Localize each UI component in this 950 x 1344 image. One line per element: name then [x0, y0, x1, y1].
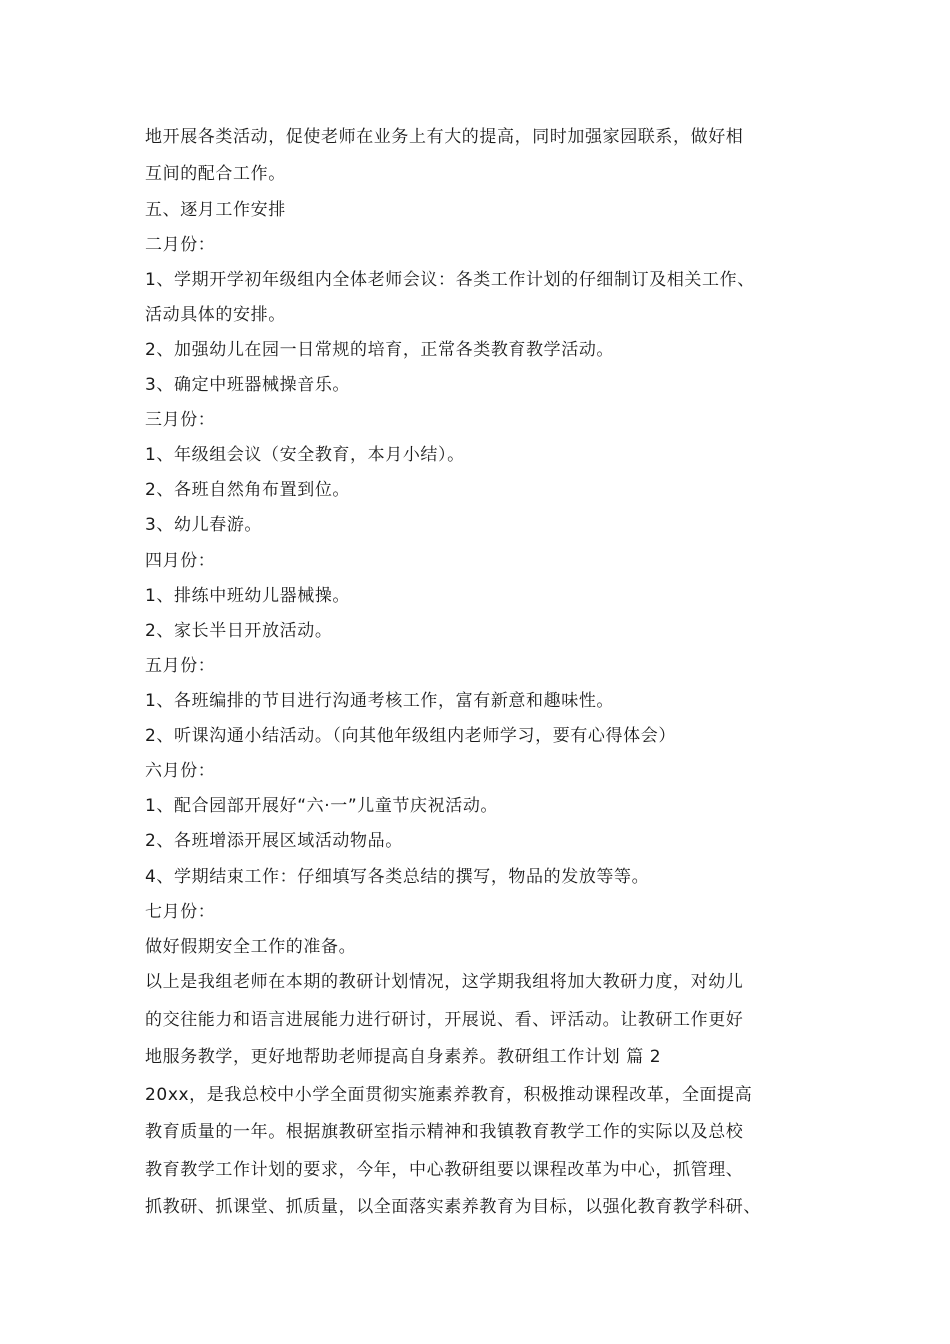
list-item: 3、幼儿春游。: [145, 515, 263, 535]
text-line: 抓教研、抓课堂、抓质量，以全面落实素养教育为目标，以强化教育教学科研、: [145, 1197, 761, 1217]
month-heading: 六月份：: [145, 761, 216, 781]
list-item: 3、确定中班器械操音乐。: [145, 375, 351, 395]
list-item: 1、排练中班幼儿器械操。: [145, 586, 351, 606]
list-item: 1、各班编排的节目进行沟通考核工作，富有新意和趣味性。: [145, 691, 615, 711]
month-heading: 二月份：: [145, 235, 216, 255]
text-line: 地开展各类活动，促使老师在业务上有大的提高，同时加强家园联系，做好相: [145, 127, 744, 147]
section-heading: 五、逐月工作安排: [145, 200, 286, 220]
text-line: 活动具体的安排。: [145, 305, 286, 325]
text-line: 的交往能力和语言进展能力进行研讨，开展说、看、评活动。让教研工作更好: [145, 1010, 744, 1030]
text-line: 20xx，是我总校中小学全面贯彻实施素养教育，积极推动课程改革，全面提高: [145, 1085, 753, 1105]
month-heading: 四月份：: [145, 551, 216, 571]
text-line: 互间的配合工作。: [145, 164, 286, 184]
list-item: 4、学期结束工作：仔细填写各类总结的撰写，物品的发放等等。: [145, 867, 650, 887]
list-item: 2、各班自然角布置到位。: [145, 480, 351, 500]
month-heading: 七月份：: [145, 902, 216, 922]
text-line: 地服务教学，更好地帮助老师提高自身素养。教研组工作计划 篇 2: [145, 1047, 662, 1067]
list-item: 2、听课沟通小结活动。（向其他年级组内老师学习，要有心得体会）: [145, 726, 676, 746]
list-item: 2、加强幼儿在园一日常规的培育，正常各类教育教学活动。: [145, 340, 615, 360]
month-heading: 三月份：: [145, 410, 216, 430]
text-line: 做好假期安全工作的准备。: [145, 937, 357, 957]
list-item: 2、家长半日开放活动。: [145, 621, 333, 641]
list-item: 1、学期开学初年级组内全体老师会议：各类工作计划的仔细制订及相关工作、: [145, 270, 755, 290]
list-item: 1、配合园部开展好“六·一”儿童节庆祝活动。: [145, 796, 499, 816]
list-item: 1、年级组会议（安全教育，本月小结）。: [145, 445, 465, 465]
text-line: 以上是我组老师在本期的教研计划情况，这学期我组将加大教研力度，对幼儿: [145, 972, 744, 992]
text-line: 教育教学工作计划的要求，今年，中心教研组要以课程改革为中心，抓管理、: [145, 1160, 744, 1180]
list-item: 2、各班增添开展区域活动物品。: [145, 831, 403, 851]
month-heading: 五月份：: [145, 656, 216, 676]
text-line: 教育质量的一年。根据旗教研室指示精神和我镇教育教学工作的实际以及总校: [145, 1122, 744, 1142]
